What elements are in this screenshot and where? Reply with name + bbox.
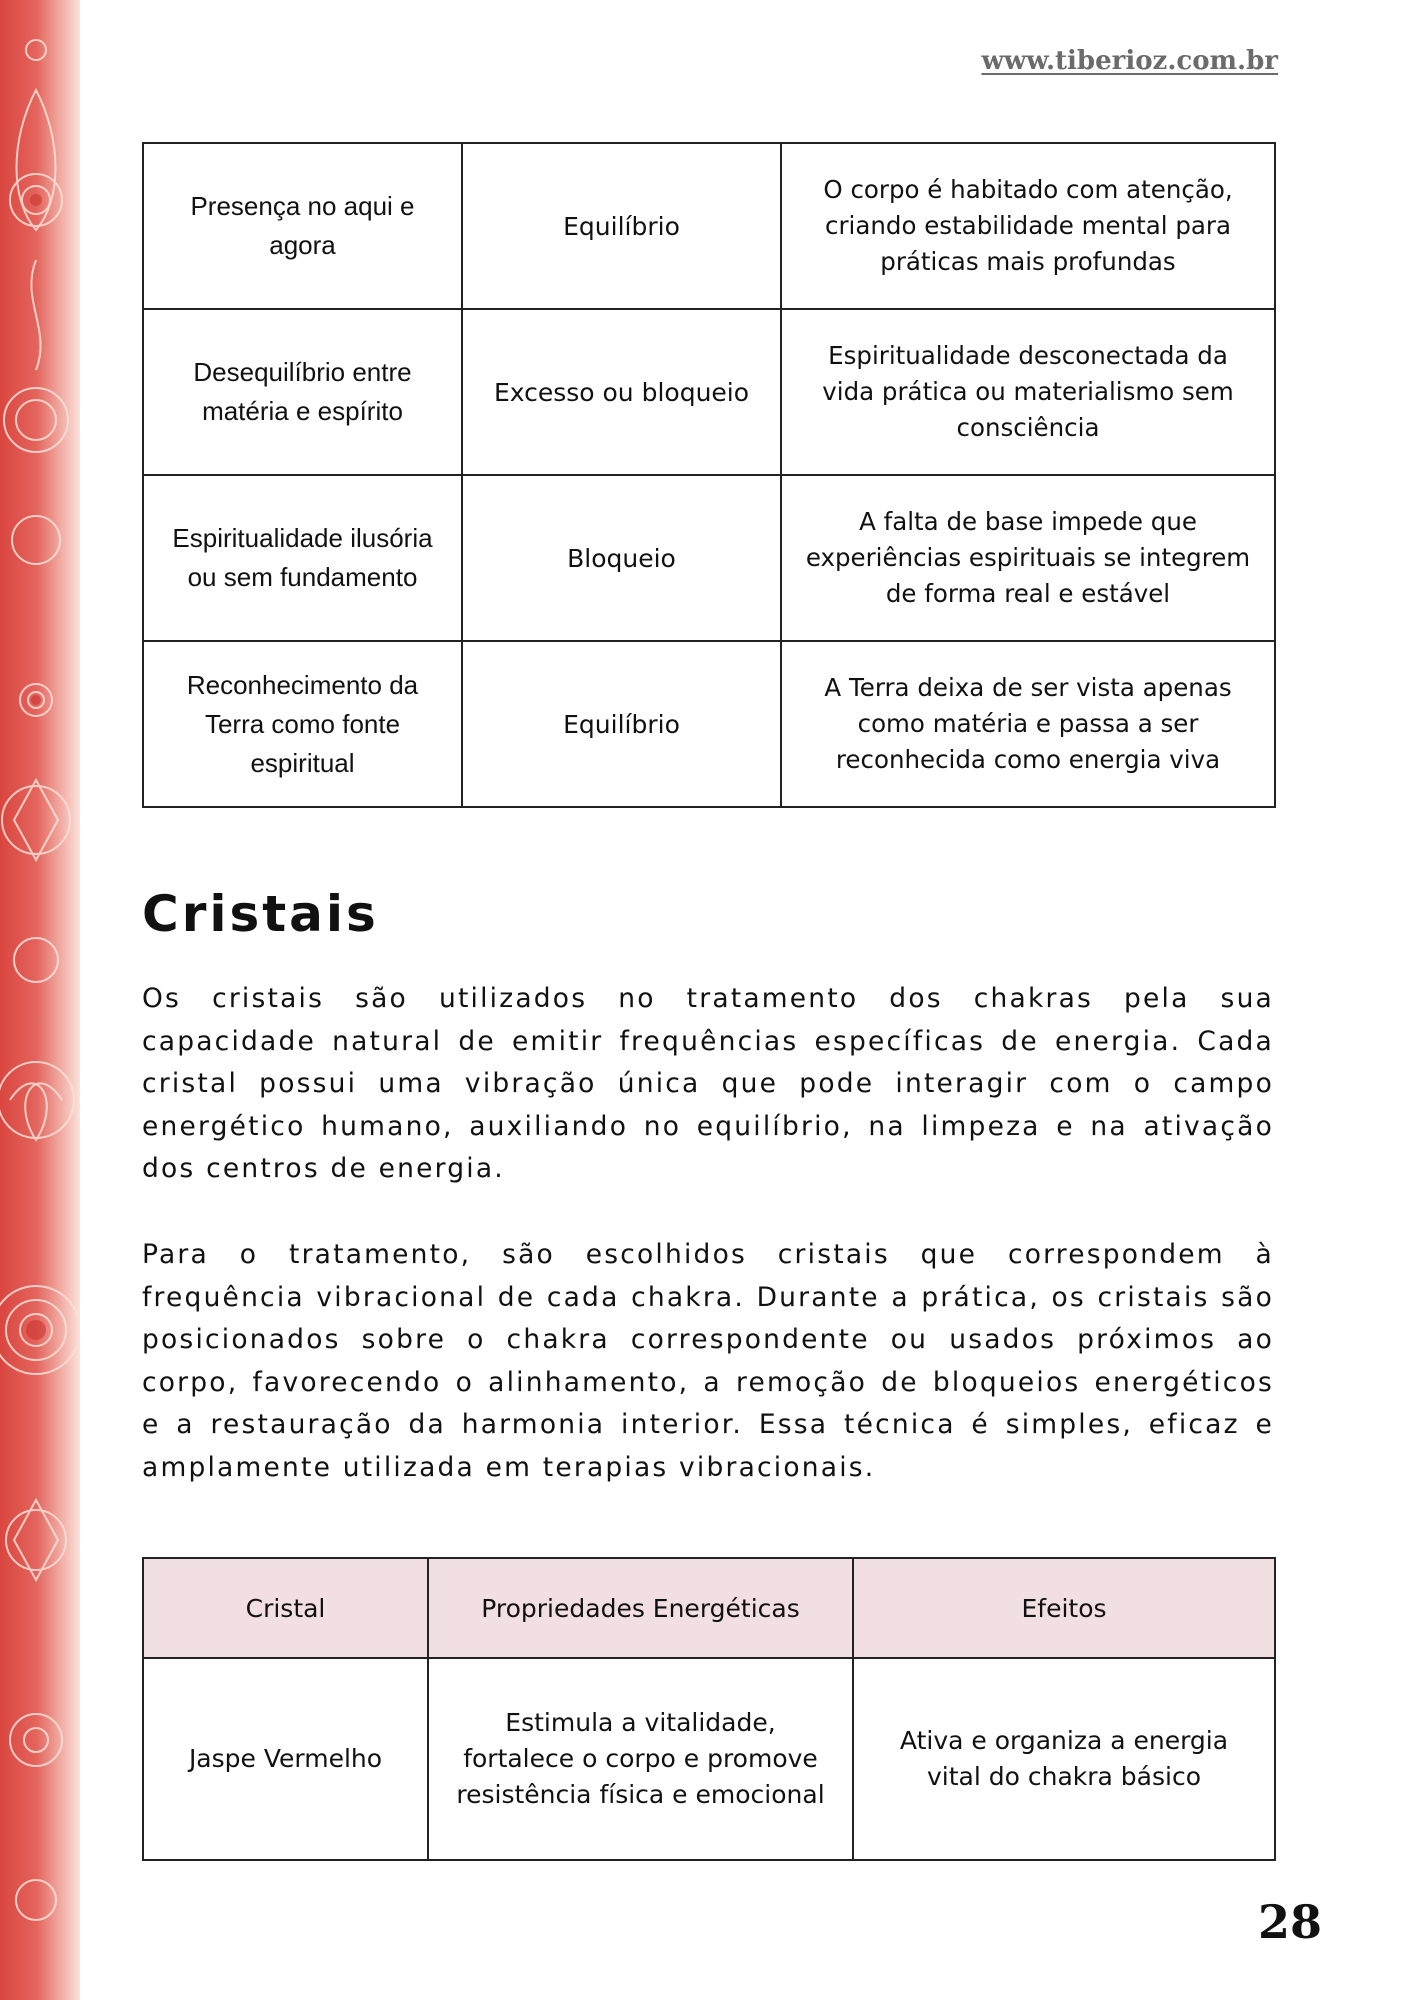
table-cell: A falta de base impede que experiências espirituais se integrem de forma real e estável — [781, 475, 1275, 641]
decorative-chakra-strip — [0, 0, 80, 2000]
table-cell: A Terra deixa de ser vista apenas como matéria e passa a ser reconhecida como energia viva — [781, 641, 1275, 807]
table-cell: Espiritualidade desconectada da vida prática ou materialismo sem consciência — [781, 309, 1275, 475]
table-cell: Reconhecimento da Terra como fonte espiritual — [143, 641, 462, 807]
body-paragraph: Os cristais são utilizados no tratamento dos chakras pela sua capacidade natural de emitir frequências específicas de energia. Cada cristal possui uma vibração única que pode interagir com o campo energético humano, auxiliando no equilíbrio, na limpeza e na ativação dos centros de energia. — [142, 983, 1274, 1185]
column-header: Cristal — [143, 1558, 428, 1658]
table-cell: Presença no aqui e agora — [143, 143, 462, 309]
table-cell: Desequilíbrio entre matéria e espírito — [143, 309, 462, 475]
table-cell: O corpo é habitado com atenção, criando estabilidade mental para práticas mais profundas — [781, 143, 1275, 309]
body-paragraph: Para o tratamento, são escolhidos cristais que correspondem à frequência vibracional de cada chakra. Durante a prática, os cristais são posicionados sobre o chakra correspondente ou usados próximos ao corpo, favorecendo o alinhamento, a remoção de bloqueios energéticos e a restauração da harmonia interior. Essa técnica é simples, eficaz e amplamente utilizada em terapias vibracionais. — [142, 1239, 1274, 1483]
chakra-ornament-icon — [0, 0, 80, 2000]
table-row — [143, 1658, 1275, 1860]
crystals-table — [142, 1557, 1276, 1861]
table-cell: Equilíbrio — [462, 641, 781, 807]
table-cell: Estimula a vitalidade, fortalece o corpo e promove resistência física e emocional — [428, 1658, 853, 1860]
chakra-state-table — [142, 142, 1276, 808]
table-row — [143, 475, 1275, 641]
table-header-row — [143, 1558, 1275, 1658]
section-title: Cristais — [142, 885, 379, 943]
table-cell: Excesso ou bloqueio — [462, 309, 781, 475]
table-cell: Espiritualidade ilusória ou sem fundamento — [143, 475, 462, 641]
page-number: 28 — [1257, 1895, 1322, 1949]
table-cell: Equilíbrio — [462, 143, 781, 309]
table-cell: Ativa e organiza a energia vital do chakra básico — [853, 1658, 1275, 1860]
table-row — [143, 641, 1275, 807]
table-cell: Bloqueio — [462, 475, 781, 641]
table-row — [143, 143, 1275, 309]
table-row — [143, 309, 1275, 475]
column-header: Propriedades Energéticas — [428, 1558, 853, 1658]
table-cell: Jaspe Vermelho — [143, 1658, 428, 1860]
column-header: Efeitos — [853, 1558, 1275, 1658]
website-url-link[interactable]: www.tiberioz.com.br — [981, 46, 1278, 76]
